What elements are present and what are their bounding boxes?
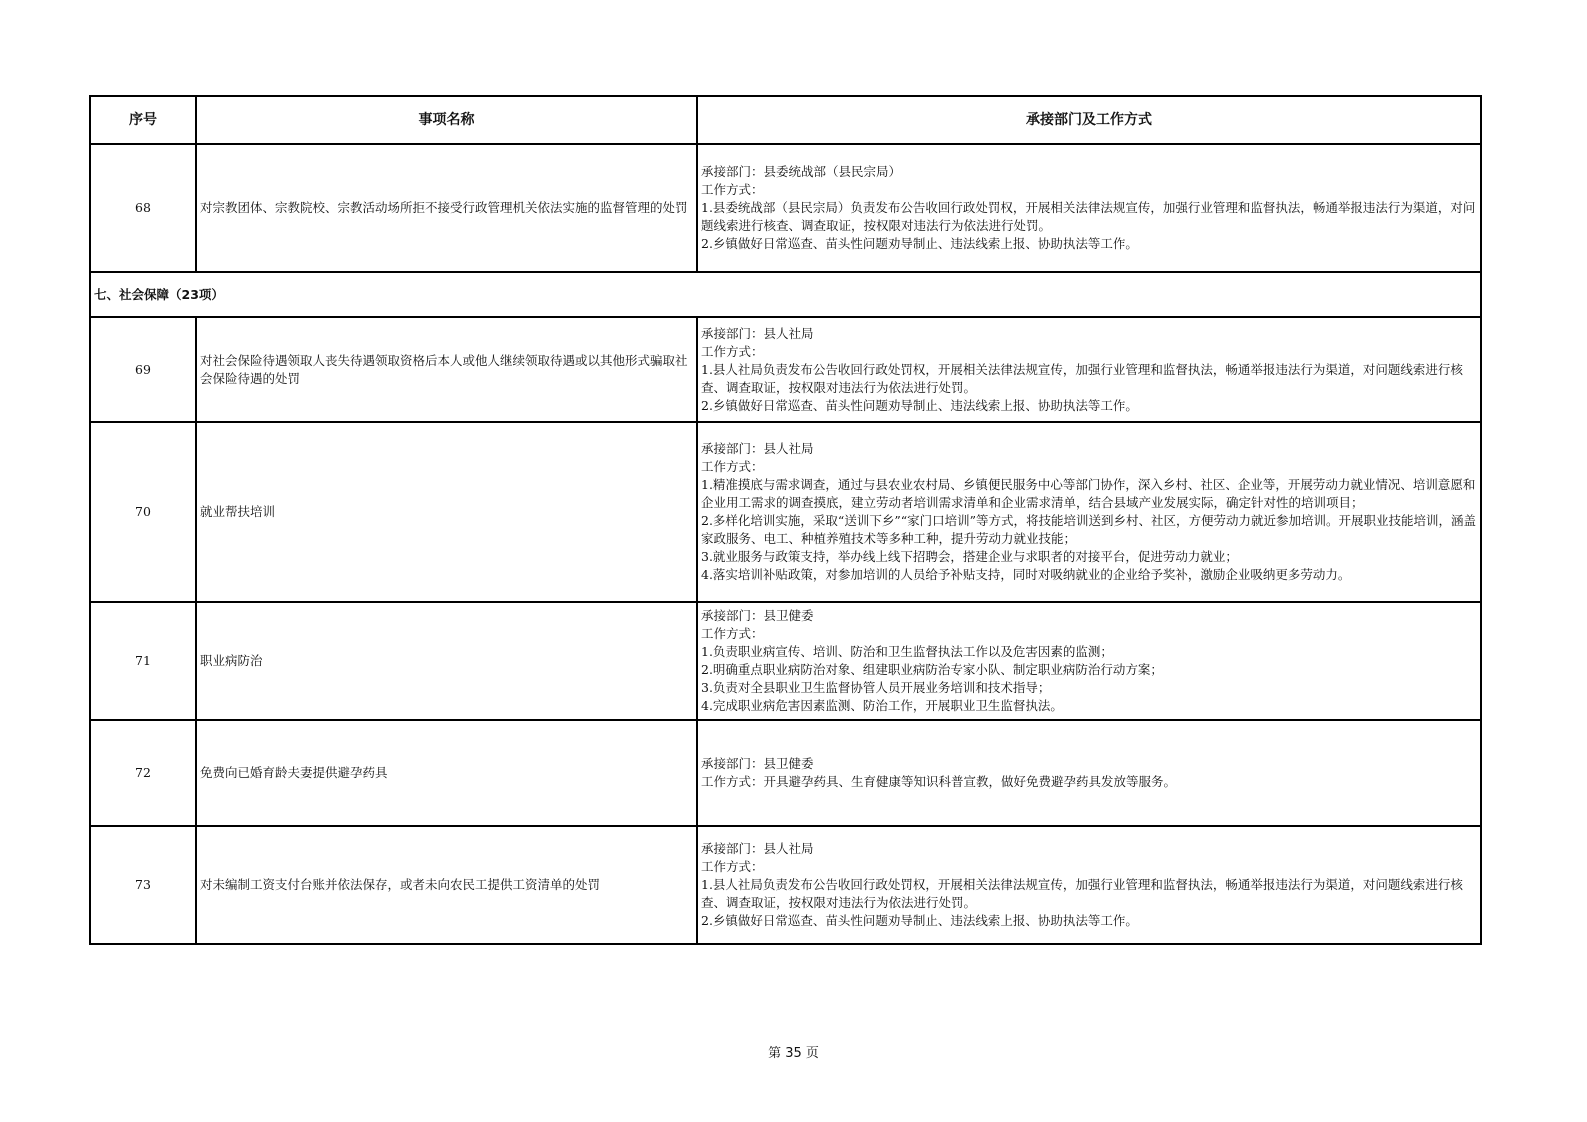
dept-line: 2.多样化培训实施，采取“送训下乡”“家门口培训”等方式，将技能培训送到乡村、社区，方便劳动力就近参加培训。开展职业技能培训，涵盖家政服务、电工、种植养殖技术等多种工种，提升劳动力就业技能； <box>701 513 1476 546</box>
dept-line: 2.乡镇做好日常巡查、苗头性问题劝导制止、违法线索上报、协助执法等工作。 <box>701 397 1138 413</box>
dept-line: 承接部门：县卫健委 <box>701 756 814 771</box>
dept-line: 1.精准摸底与需求调查，通过与县农业农村局、乡镇便民服务中心等部门协作，深入乡村、社区、企业等，开展劳动力就业情况、培训意愿和企业用工需求的调查摸底，建立劳动者培训需求清单和企业需求清单，结合县域产业发展实际，确定针对性的培训项目； <box>701 477 1476 510</box>
row-number: 71 <box>90 602 196 720</box>
header-matter-name: 事项名称 <box>196 96 697 144</box>
matter-name: 对社会保险待遇领取人丧失待遇领取资格后本人或他人继续领取待遇或以其他形式骗取社会保险待遇的处罚 <box>196 317 697 422</box>
table-row <box>90 602 1481 720</box>
dept-line: 工作方式： <box>701 182 764 197</box>
dept-line: 承接部门：县人社局 <box>701 325 814 341</box>
department-method <box>697 602 1481 720</box>
dept-line: 工作方式： <box>701 343 764 359</box>
row-number: 70 <box>90 422 196 602</box>
matter-name: 对未编制工资支付台账并依法保存，或者未向农民工提供工资清单的处罚 <box>196 826 697 944</box>
dept-line: 工作方式： <box>701 859 764 874</box>
section-title: 七、社会保障（23项） <box>90 272 1481 317</box>
dept-line: 工作方式：开具避孕药具、生育健康等知识科普宣教，做好免费避孕药具发放等服务。 <box>701 774 1177 789</box>
header-row <box>90 96 1481 144</box>
matter-name: 职业病防治 <box>196 602 697 720</box>
dept-line: 承接部门：县委统战部（县民宗局） <box>701 164 902 179</box>
dept-line: 承接部门：县卫健委 <box>701 608 814 623</box>
dept-line: 3.就业服务与政策支持，举办线上线下招聘会，搭建企业与求职者的对接平台，促进劳动力就业； <box>701 549 1238 564</box>
dept-line: 1.县人社局负责发布公告收回行政处罚权，开展相关法律法规宣传，加强行业管理和监督执法，畅通举报违法行为渠道，对问题线索进行核查、调查取证，按权限对违法行为依法进行处罚。 <box>701 877 1463 910</box>
row-number: 73 <box>90 826 196 944</box>
dept-line: 1.县委统战部（县民宗局）负责发布公告收回行政处罚权，开展相关法律法规宣传，加强行业管理和监督执法，畅通举报违法行为渠道，对问题线索进行核查、调查取证，按权限对违法行为依法进行处罚。 <box>701 200 1476 233</box>
table-row <box>90 720 1481 826</box>
header-department-method: 承接部门及工作方式 <box>697 96 1481 144</box>
dept-line: 工作方式： <box>701 626 764 641</box>
department-method <box>697 317 1481 422</box>
dept-line: 承接部门：县人社局 <box>701 841 814 856</box>
dept-line: 4.完成职业病危害因素监测、防治工作，开展职业卫生监督执法。 <box>701 698 1063 713</box>
dept-line: 承接部门：县人社局 <box>701 441 814 456</box>
department-method <box>697 144 1481 272</box>
dept-line: 2.乡镇做好日常巡查、苗头性问题劝导制止、违法线索上报、协助执法等工作。 <box>701 913 1138 928</box>
table-row <box>90 144 1481 272</box>
matter-name: 免费向已婚育龄夫妻提供避孕药具 <box>196 720 697 826</box>
department-method <box>697 422 1481 602</box>
dept-line: 2.乡镇做好日常巡查、苗头性问题劝导制止、违法线索上报、协助执法等工作。 <box>701 236 1138 251</box>
table-row <box>90 422 1481 602</box>
dept-line: 4.落实培训补贴政策，对参加培训的人员给予补贴支持，同时对吸纳就业的企业给予奖补，激励企业吸纳更多劳动力。 <box>701 567 1351 582</box>
dept-line: 3.负责对全县职业卫生监督协管人员开展业务培训和技术指导； <box>701 680 1051 695</box>
row-number: 72 <box>90 720 196 826</box>
header-serial: 序号 <box>90 96 196 144</box>
department-method <box>697 826 1481 944</box>
row-number: 69 <box>90 317 196 422</box>
matter-name: 对宗教团体、宗教院校、宗教活动场所拒不接受行政管理机关依法实施的监督管理的处罚 <box>196 144 697 272</box>
table-row <box>90 317 1481 422</box>
dept-line: 1.负责职业病宣传、培训、防治和卫生监督执法工作以及危害因素的监测； <box>701 644 1113 659</box>
matter-name: 就业帮扶培训 <box>196 422 697 602</box>
page-number: 第 35 页 <box>768 1046 819 1061</box>
dept-line: 2.明确重点职业病防治对象、组建职业病防治专家小队、制定职业病防治行动方案； <box>701 662 1163 677</box>
dept-line: 工作方式： <box>701 459 764 474</box>
department-method <box>697 720 1481 826</box>
section-row <box>90 272 1481 317</box>
row-number: 68 <box>90 144 196 272</box>
matters-table <box>89 95 1482 945</box>
dept-line: 1.县人社局负责发布公告收回行政处罚权，开展相关法律法规宣传，加强行业管理和监督执法，畅通举报违法行为渠道，对问题线索进行核查、调查取证，按权限对违法行为依法进行处罚。 <box>701 361 1463 395</box>
table-row <box>90 826 1481 944</box>
